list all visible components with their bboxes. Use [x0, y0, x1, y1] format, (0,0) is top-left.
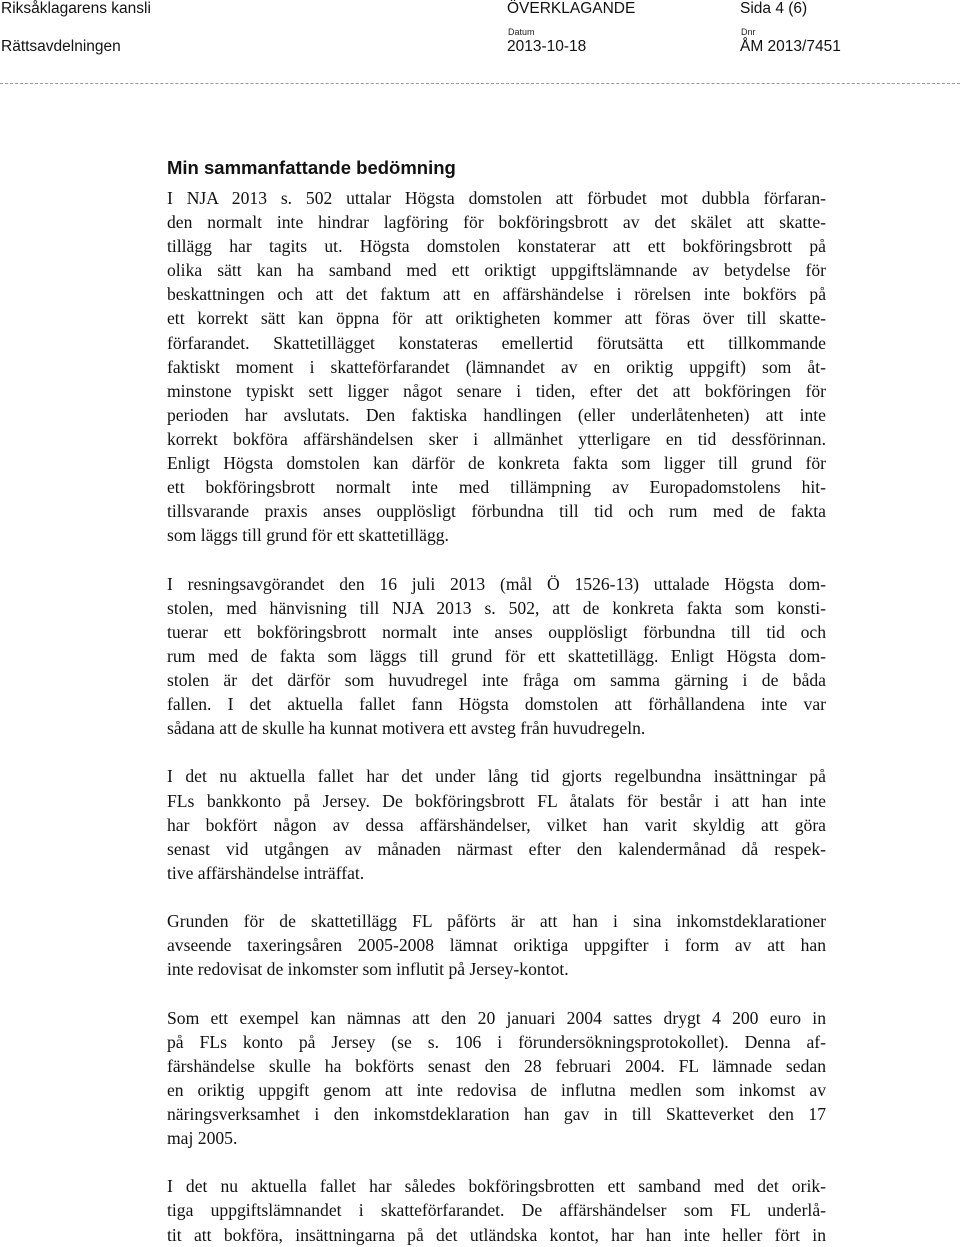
- paragraph: [167, 764, 826, 884]
- text-line: näringsverksamhet i den inkomstdeklaration han gav in till Skatteverket den 17: [167, 1103, 826, 1124]
- org-name: Riksåklagarens kansli: [1, 0, 151, 17]
- text-line: stolen är det därför som huvudregel inte fråga om samma gärning i de båda: [167, 669, 826, 690]
- text-line: den normalt inte hindrar lagföring för bokföringsbrott av det skälet att skatte-: [167, 212, 826, 233]
- text-line: rum med de fakta som läggs till grund för ett skattetillägg. Enligt Högsta dom-: [167, 645, 826, 666]
- text-line: tuerar ett bokföringsbrott normalt inte anses oupplösligt förbundna till tid och: [167, 621, 826, 642]
- text-line: tit att bokföra, insättningarna på det utländska kontot, har han inte heller fört in: [167, 1224, 826, 1245]
- case-number: ÅM 2013/7451: [740, 38, 841, 55]
- text-line: maj 2005.: [167, 1128, 238, 1149]
- paragraph: [167, 572, 826, 741]
- paragraph: [167, 1006, 826, 1151]
- text-line: minstone typiskt sett ligger något senare i tiden, efter det att bokföringen för: [167, 380, 826, 401]
- text-line: faktiskt moment i skatteförfarandet (lämnandet av en oriktig uppgift) som åt-: [167, 356, 826, 377]
- page-number: Sida 4 (6): [740, 0, 808, 17]
- section-heading: Min sammanfattande bedömning: [167, 157, 456, 178]
- paragraph-gap: [167, 740, 826, 764]
- text-line: tillsvarande praxis anses oupplösligt förbundna till tid och rum med de fakta: [167, 501, 826, 522]
- text-line: ett korrekt sätt kan öppna för att oriktigheten kommer att föras över till skatte-: [167, 308, 826, 329]
- text-line: som läggs till grund för ett skattetillägg.: [167, 525, 449, 546]
- text-line: senast vid utgången av månaden närmast efter den kalendermånad då respek-: [167, 838, 826, 859]
- text-line: en oriktig uppgift genom att inte redovisa de influtna medlen som inkomst av: [167, 1079, 826, 1100]
- text-line: Grunden för de skattetillägg FL påförts är att han i sina inkomstdeklarationer: [167, 911, 826, 932]
- text-line: I det nu aktuella fallet har det under lång tid gjorts regelbundna insättningar på: [167, 766, 826, 787]
- text-line: beskattningen och att det faktum att en affärshändelse i rörelsen inte bokförs på: [167, 284, 826, 305]
- text-line: stolen, med hänvisning till NJA 2013 s. 502, att de konkreta fakta som konsti-: [167, 597, 826, 618]
- text-line: I det nu aktuella fallet har således bokföringsbrotten ett samband med det orik-: [167, 1176, 826, 1197]
- text-line: korrekt bokföra affärshändelsen sker i allmänhet ytterligare en tid dessförinnan.: [167, 428, 826, 449]
- date-label: Datum: [508, 27, 535, 37]
- paragraph: [167, 909, 826, 981]
- document-body: [167, 186, 826, 1247]
- text-line: Som ett exempel kan nämnas att den 20 januari 2004 sattes drygt 4 200 euro in: [167, 1007, 826, 1028]
- text-line: avseende taxeringsåren 2005-2008 lämnat oriktiga uppgifter i form av att han: [167, 935, 826, 956]
- text-line: perioden har avslutats. Den faktiska handlingen (eller underlåtenheten) att inte: [167, 404, 826, 425]
- paragraph-gap: [167, 1150, 826, 1174]
- text-line: förfarandet. Skattetillägget konstateras emellertid förutsätta ett tillkommande: [167, 332, 826, 353]
- text-line: sådana att de skulle ha kunnat motivera ett avsteg från huvudregeln.: [167, 718, 646, 739]
- text-line: fallen. I det aktuella fallet fann Högsta domstolen att förhållandena inte var: [167, 694, 826, 715]
- text-line: I NJA 2013 s. 502 uttalar Högsta domstolen att förbudet mot dubbla förfaran-: [167, 188, 826, 208]
- paragraph-gap: [167, 885, 826, 909]
- text-line: tillägg har tagits ut. Högsta domstolen konstaterar att ett bokföringsbrott på: [167, 236, 826, 257]
- text-line: på FLs konto på Jersey (se s. 106 i förundersökningsprotokollet). Denna af-: [167, 1031, 826, 1052]
- text-line: Enligt Högsta domstolen kan därför de konkreta fakta som ligger till grund för: [167, 453, 826, 474]
- text-line: har bokfört någon av dessa affärshändelser, vilket han varit skyldig att göra: [167, 814, 826, 835]
- paragraph: [167, 1174, 826, 1246]
- text-line: I resningsavgörandet den 16 juli 2013 (mål Ö 1526-13) uttalade Högsta dom-: [167, 573, 826, 594]
- text-line: FLs bankkonto på Jersey. De bokföringsbrott FL åtalats för består i att han inte: [167, 790, 826, 811]
- paragraph-gap: [167, 547, 826, 571]
- department: Rättsavdelningen: [1, 38, 121, 55]
- text-line: ett bokföringsbrott normalt inte med tillämpning av Europadomstolens hit-: [167, 477, 826, 498]
- header-divider: [0, 83, 960, 84]
- text-line: olika sätt kan ha samband med ett oriktigt uppgiftslämnande av betydelse för: [167, 260, 826, 281]
- text-line: färshändelse skulle ha bokförts senast den 28 februari 2004. FL lämnade sedan: [167, 1055, 826, 1076]
- paragraph-gap: [167, 981, 826, 1005]
- text-line: tive affärshändelse inträffat.: [167, 862, 365, 883]
- document-date: 2013-10-18: [507, 38, 587, 55]
- document-type: ÖVERKLAGANDE: [507, 0, 636, 17]
- paragraph: [167, 186, 826, 547]
- text-line: tiga uppgiftslämnandet i skatteförfarandet. De affärshändelser som FL underlå-: [167, 1200, 826, 1221]
- text-line: inte redovisat de inkomster som influtit på Jersey-kontot.: [167, 959, 569, 980]
- dnr-label: Dnr: [741, 27, 756, 37]
